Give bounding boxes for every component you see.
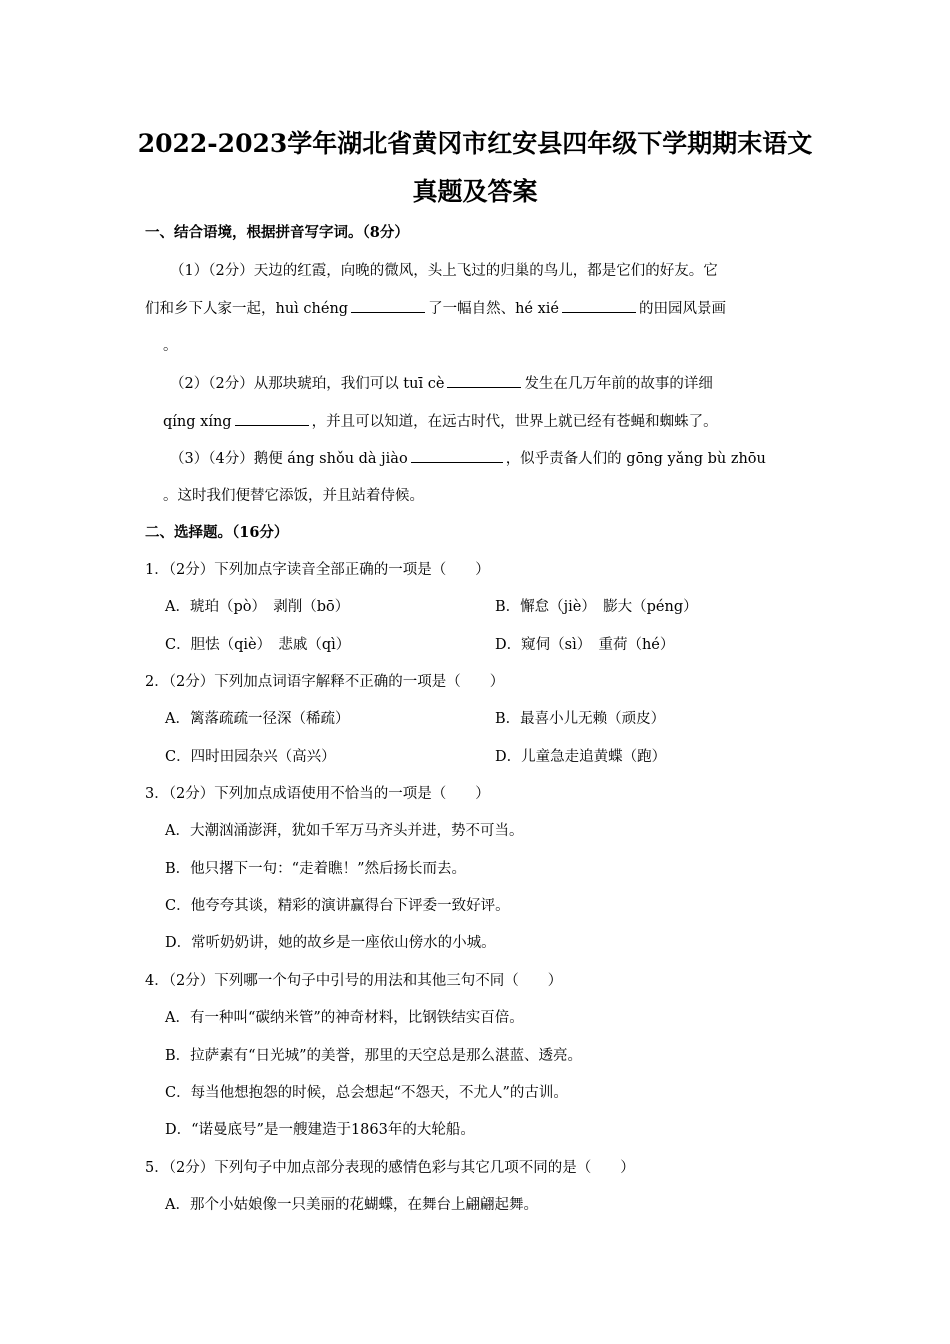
s1-q3-line2: 。这时我们便替它添饭，并且站着侍候。 [163,488,424,504]
option-c[interactable]: C．四时田园杂兴（高兴） [165,749,336,765]
s1-q1-text-c: 的田园风景画 [639,301,727,317]
answer-blank[interactable] [447,373,521,388]
question-stem-2: 2．（2分）下列加点词语字解释不正确的一项是（ ） [145,674,505,690]
s1-q2-line1 [170,373,713,394]
s1-q2-line2 [163,411,718,432]
s1-q2-text-d: ，并且可以知道，在远古时代，世界上就已经有苍蝇和蜘蛛了。 [311,414,718,430]
question-stem-4: 4．（2分）下列哪一个句子中引号的用法和其他三句不同（ ） [145,973,563,989]
option-c[interactable]: C．他夸夸其谈，精彩的演讲赢得台下评委一致好评。 [165,898,510,914]
option-d[interactable]: D．窥伺（sì） 重荷（hé） [495,637,675,653]
option-a[interactable]: A．大潮汹涌澎湃，犹如千军万马齐头并进，势不可当。 [165,823,524,839]
question-stem-1: 1．（2分）下列加点字读音全部正确的一项是（ ） [145,562,490,578]
document-title-line2: 真题及答案 [412,177,538,206]
s1-q3-text-b: ，似乎责备人们的 gōng yǎng bù zhōu [505,451,766,467]
option-b[interactable]: B．最喜小儿无赖（顽皮） [495,711,666,727]
option-c[interactable]: C．胆怯（qiè） 悲戚（qì） [165,637,351,653]
answer-blank[interactable] [562,298,636,313]
s1-q2-text-b: 发生在几万年前的故事的详细 [524,376,713,392]
section1-heading: 一、结合语境，根据拼音写字词。（8分） [145,224,409,241]
option-a[interactable]: A．篱落疏疏一径深（稀疏） [165,711,350,727]
answer-blank[interactable] [351,298,425,313]
option-a[interactable]: A．有一种叫“碳纳米管”的神奇材料，比钢铁结实百倍。 [165,1010,524,1026]
option-d[interactable]: D．“诺曼底号”是一艘建造于1863年的大轮船。 [165,1122,475,1138]
s1-q2-text-c: qíng xíng [163,414,232,430]
answer-blank[interactable] [235,411,309,426]
s1-q1-text-b: 了一幅自然、hé xié [428,301,560,317]
answer-blank[interactable] [411,448,503,463]
option-a[interactable]: A．琥珀（pò） 剥削（bō） [165,599,350,615]
s1-q3-text-a: （3）（4分）鹅便 áng shǒu dà jiào [170,451,408,467]
s1-q1-text-a: 们和乡下人家一起，huì chéng [145,301,349,317]
s1-q1-line2 [145,298,726,319]
s1-q1-line3: 。 [163,338,178,354]
s1-q2-text-a: （2）（2分）从那块琥珀，我们可以 tuī cè [170,376,445,392]
option-b[interactable]: B．拉萨素有“日光城”的美誉，那里的天空总是那么湛蓝、透亮。 [165,1048,582,1064]
document-title-line1: 2022-2023学年湖北省黄冈市红安县四年级下学期期末语文 [137,129,813,158]
s1-q3-line1 [170,448,766,469]
option-d[interactable]: D．常听奶奶讲，她的故乡是一座依山傍水的小城。 [165,935,496,951]
option-a[interactable]: A．那个小姑娘像一只美丽的花蝴蝶，在舞台上翩翩起舞。 [165,1197,538,1213]
question-stem-3: 3．（2分）下列加点成语使用不恰当的一项是（ ） [145,786,490,802]
section2-heading: 二、选择题。（16分） [145,524,289,541]
option-c[interactable]: C．每当他想抱怨的时候，总会想起“不怨天，不尤人”的古训。 [165,1085,568,1101]
option-d[interactable]: D．儿童急走追黄蝶（跑） [495,749,667,765]
option-b[interactable]: B．懈怠（jiè） 膨大（péng） [495,599,698,615]
s1-q1-line1: （1）（2分）天边的红霞，向晚的微风，头上飞过的归巢的鸟儿，都是它们的好友。它 [170,263,718,279]
question-stem-5: 5．（2分）下列句子中加点部分表现的感情色彩与其它几项不同的是（ ） [145,1160,635,1176]
option-b[interactable]: B．他只撂下一句：“走着瞧！”然后扬长而去。 [165,861,466,877]
